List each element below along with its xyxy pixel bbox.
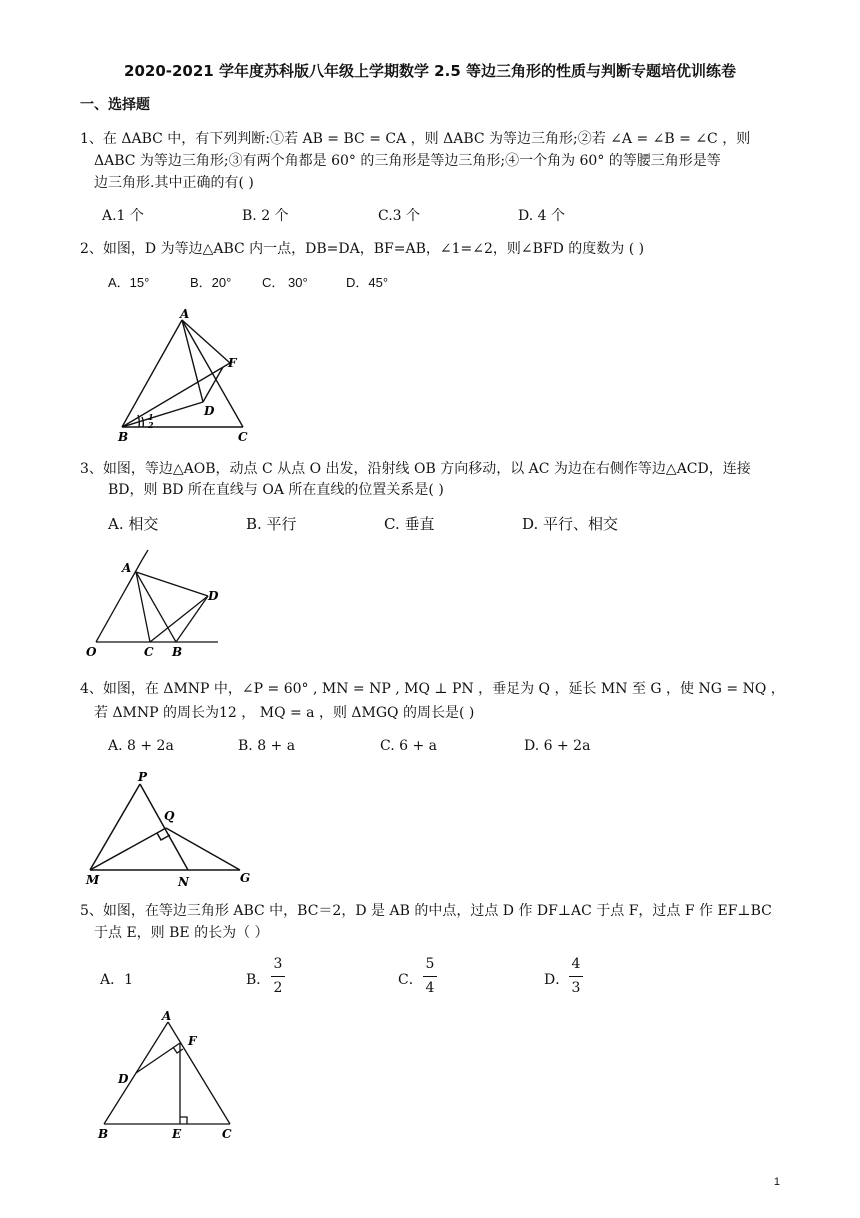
- question-3-choice-a: A. 相交: [108, 515, 159, 533]
- q5-choice-c-num: 5: [425, 956, 435, 972]
- q5-choice-a-letter: A．: [100, 972, 125, 988]
- q5-choice-a-value: 1: [124, 972, 134, 988]
- fig2-label-angle-2: 2: [148, 420, 154, 430]
- fig4-label-g: G: [240, 871, 251, 885]
- question-2-choice-d: D．45°: [346, 275, 389, 290]
- question-4-choice-c: C. 6 + a: [380, 738, 437, 754]
- q5-choice-d-num: 4: [571, 956, 581, 972]
- question-5-line-2: 于点 E，则 BE 的长为（ ）: [94, 925, 269, 941]
- fig2-label-angle-1: 1: [148, 412, 154, 422]
- fig3-label-b: B: [172, 645, 183, 659]
- fig5-label-f: F: [188, 1034, 197, 1048]
- page-number: 1: [773, 1176, 780, 1188]
- fig2-label-f: F: [228, 356, 237, 370]
- q5-choice-b-num: 3: [273, 956, 283, 972]
- question-3-choice-d: D. 平行、相交: [522, 515, 619, 533]
- question-3-line-2: BD，则 BD 所在直线与 OA 所在直线的位置关系是( ): [108, 482, 444, 498]
- question-5-choice-a: [100, 969, 133, 989]
- q5-choice-b-den: 2: [273, 980, 283, 996]
- question-1-line-2: ΔABC 为等边三角形;③有两个角都是 60° 的三角形是等边三角形;④一个角为 60° 的等腰三角形是等: [94, 153, 721, 169]
- fig3-label-a: A: [122, 561, 132, 575]
- question-4-line-1: 4、如图，在 ΔMNP 中，∠P = 60° , MN = NP , MQ ⊥ PN ，垂足为 Q ，延长 MN 至 G ，使 NG = NQ ，: [80, 681, 785, 697]
- question-1-line-3: 边三角形.其中正确的有( ): [94, 175, 254, 191]
- question-4-choice-d: D. 6 + 2a: [524, 738, 591, 754]
- question-2-choice-a: A．15°: [108, 275, 150, 290]
- figure-q3: [82, 548, 222, 660]
- q5-choice-d-letter: D．: [544, 972, 570, 988]
- question-1-choice-b: B. 2 个: [242, 208, 289, 224]
- question-4-choice-b: B. 8 + a: [238, 738, 296, 754]
- question-1-choice-c: C.3 个: [378, 208, 421, 224]
- fig4-label-p: P: [138, 770, 148, 784]
- figure-q4: [82, 768, 262, 890]
- fig5-label-a: A: [162, 1010, 172, 1023]
- question-4-line-2: 若 ΔMNP 的周长为12 ， MQ = a ，则 ΔMGQ 的周长是( ): [94, 705, 475, 721]
- q5-choice-c-letter: C．: [398, 972, 423, 988]
- fig4-label-m: M: [86, 873, 100, 887]
- fig2-label-a: A: [180, 307, 190, 321]
- fig2-label-c: C: [238, 430, 248, 444]
- q5-choice-d-den: 3: [571, 980, 581, 996]
- fig3-label-c: C: [144, 645, 154, 659]
- question-1-choice-a: A.1 个: [102, 208, 144, 224]
- fig2-label-b: B: [118, 430, 129, 444]
- section-heading: 一、选择题: [80, 97, 150, 113]
- fig5-label-c: C: [222, 1127, 232, 1141]
- fig5-label-d: D: [118, 1072, 129, 1086]
- q5-choice-b-letter: B．: [246, 972, 271, 988]
- question-2-choice-b: B．20°: [190, 275, 232, 290]
- question-1-line-1: 1、在 ΔABC 中，有下列判断:①若 AB = BC = CA ，则 ΔABC 为等边三角形;②若 ∠A = ∠B = ∠C ，则: [80, 131, 751, 147]
- question-2-choice-c: C． 30°: [262, 275, 308, 290]
- fig2-label-d: D: [204, 404, 215, 418]
- question-1-choice-d: D. 4 个: [518, 208, 565, 224]
- fig3-label-d: D: [208, 589, 219, 603]
- figure-q5: [96, 1010, 246, 1145]
- question-2-line-1: 2、如图，D 为等边△ABC 内一点，DB=DA，BF=AB，∠1=∠2，则∠BFD 的度数为 ( ): [80, 241, 645, 257]
- figure-q2: [110, 305, 270, 447]
- q5-choice-c-den: 4: [425, 980, 435, 996]
- question-3-line-1: 3、如图，等边△AOB，动点 C 从点 O 出发，沿射线 OB 方向移动，以 AC 为边在右侧作等边△ACD，连接: [80, 461, 751, 477]
- fig5-label-b: B: [98, 1127, 109, 1141]
- question-3-choice-b: B. 平行: [246, 515, 297, 533]
- fig3-label-o: O: [86, 645, 97, 659]
- question-3-choice-c: C. 垂直: [384, 515, 435, 533]
- fig4-label-q: Q: [164, 809, 175, 823]
- fig5-label-e: E: [172, 1127, 182, 1141]
- fig4-label-n: N: [178, 875, 189, 889]
- question-5-line-1: 5、如图，在等边三角形 ABC 中，BC＝2，D 是 AB 的中点，过点 D 作 DF⊥AC 于点 F，过点 F 作 EF⊥BC: [80, 903, 772, 919]
- page-title: 2020-2021 学年度苏科版八年级上学期数学 2.5 等边三角形的性质与判断专题培优训练卷: [124, 62, 736, 80]
- question-4-choice-a: A. 8 + 2a: [108, 738, 174, 754]
